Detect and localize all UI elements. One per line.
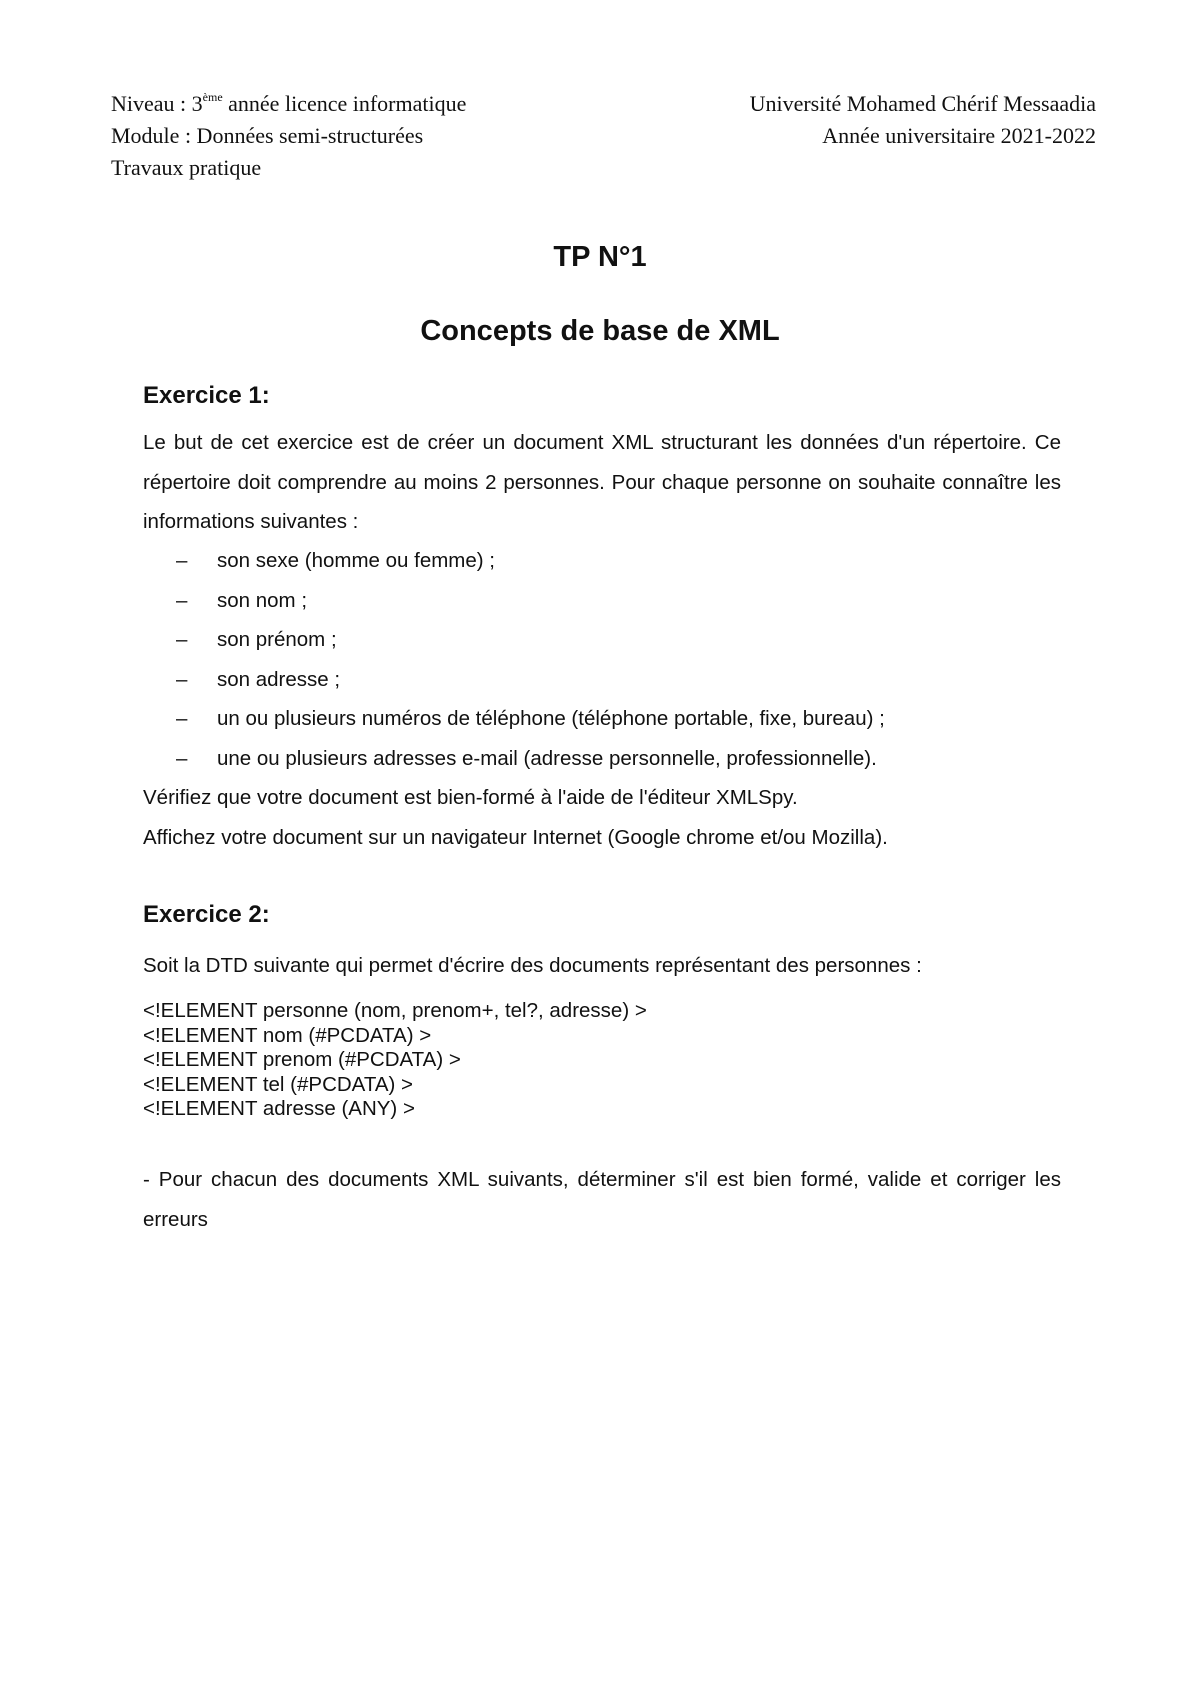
dtd-line: <!ELEMENT personne (nom, prenom+, tel?, adresse) >: [143, 999, 647, 1022]
dtd-line: <!ELEMENT adresse (ANY) >: [143, 1097, 415, 1120]
exercise1-display-instruction: Affichez votre document sur un navigateur Internet (Google chrome et/ou Mozilla).: [143, 826, 888, 849]
niveau-suffix: année licence informatique: [222, 91, 467, 116]
bullet-dash: –: [176, 667, 188, 691]
academic-year: Année universitaire 2021-2022: [822, 123, 1096, 148]
header-left: [111, 88, 466, 184]
list-item-text: son nom ;: [217, 588, 308, 612]
list-item-text: un ou plusieurs numéros de téléphone (téléphone portable, fixe, bureau) ;: [217, 707, 885, 730]
module-line: Module : Données semi-structurées: [111, 123, 424, 148]
list-item: [143, 699, 885, 739]
dtd-line: <!ELEMENT tel (#PCDATA) >: [143, 1072, 413, 1096]
exercise2-question: - Pour chacun des documents XML suivants, déterminer s'il est bien formé, valide et corriger les erreurs: [143, 1168, 1061, 1231]
list-item-text: son adresse ;: [217, 667, 341, 691]
bullet-dash: –: [176, 628, 188, 651]
list-item: [143, 660, 885, 700]
bullet-dash: –: [176, 549, 188, 572]
niveau-prefix: Niveau : 3: [111, 91, 203, 116]
exercise2-heading: Exercice 2:: [143, 901, 270, 928]
university-name: Université Mohamed Chérif Messaadia: [749, 91, 1096, 116]
list-item: [143, 541, 885, 581]
bullet-dash: –: [176, 707, 188, 730]
niveau-superscript: ème: [202, 89, 223, 104]
list-item-text: son sexe (homme ou femme) ;: [217, 549, 495, 572]
dtd-block: [143, 999, 647, 1122]
exercise1-list: [143, 541, 885, 778]
list-item-text: son prénom ;: [217, 628, 337, 651]
bullet-dash: –: [176, 746, 188, 770]
list-item: [143, 739, 885, 779]
bullet-dash: –: [176, 588, 188, 612]
list-item: [143, 620, 885, 660]
exercise1-verify-instruction: Vérifiez que votre document est bien-formé à l'aide de l'éditeur XMLSpy.: [143, 786, 798, 809]
list-item-text: une ou plusieurs adresses e-mail (adresse personnelle, professionnelle).: [217, 746, 877, 770]
dtd-line: <!ELEMENT prenom (#PCDATA) >: [143, 1048, 461, 1071]
exercise1-heading: Exercice 1:: [143, 382, 270, 409]
tp-title: TP N°1: [553, 241, 647, 273]
header-right: [750, 88, 1096, 152]
tp-type-line: Travaux pratique: [111, 155, 262, 180]
niveau-line: [111, 88, 466, 120]
exercise1-intro: Le but de cet exercice est de créer un document XML structurant les données d'un répertoire. Ce répertoire doit comprendre au moins 2 personnes. Pour chaque personne on souhaite connaître les informations suivantes :: [143, 431, 1061, 533]
exercise2-intro: Soit la DTD suivante qui permet d'écrire des documents représentant des personnes :: [143, 954, 922, 977]
list-item: [143, 581, 885, 621]
dtd-line: <!ELEMENT nom (#PCDATA) >: [143, 1023, 432, 1047]
document-title: Concepts de base de XML: [420, 315, 780, 347]
